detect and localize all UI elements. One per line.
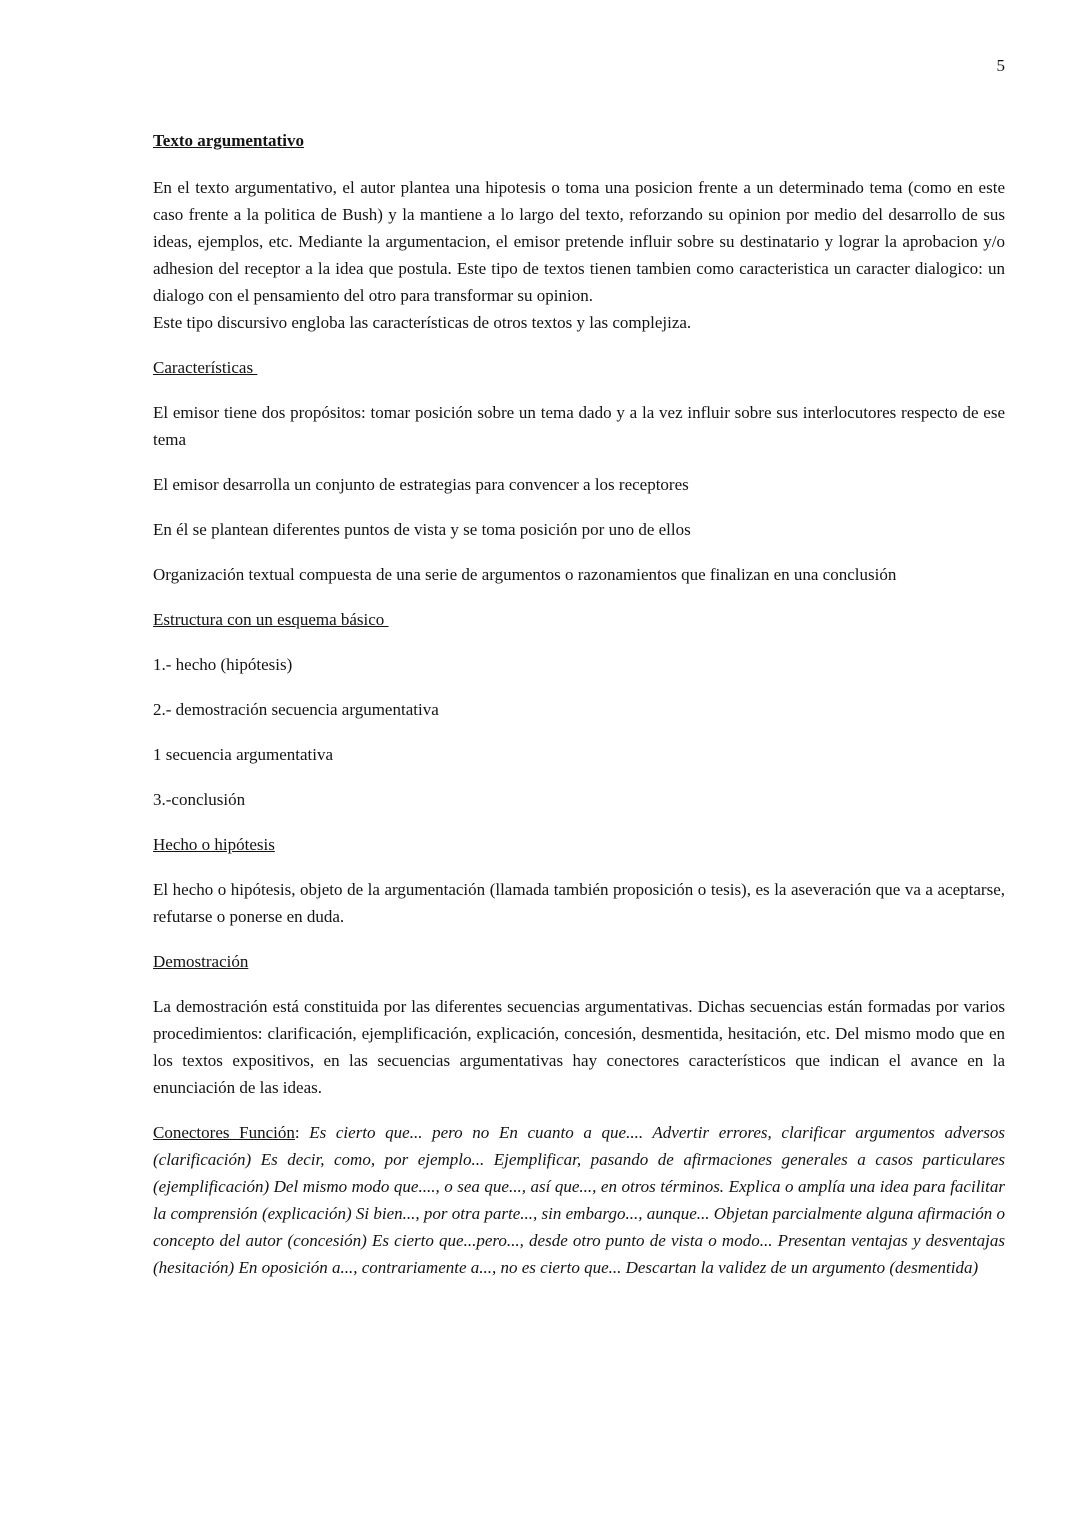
intro-paragraph	[153, 174, 1005, 336]
estructura-item-2: 2.- demostración secuencia argumentativa	[153, 700, 439, 719]
page-number: 5	[996, 56, 1005, 75]
heading-hecho-hipotesis	[153, 831, 1005, 858]
caracteristicas-item-1: El emisor tiene dos propósitos: tomar posición sobre un tema dado y a la vez influir sobre sus interlocutores respecto de ese tema	[153, 403, 1005, 449]
heading-demostracion	[153, 948, 1005, 975]
intro-paragraph-line2: Este tipo discursivo engloba las características de otros textos y las complejiza.	[153, 313, 692, 332]
conectores-body: Es cierto que... pero no En cuanto a que.... Advertir errores, clarificar argumentos adversos (clarificación) Es decir, como, por ejemplo... Ejemplificar, pasando de afirmaciones generales a casos particulares (ejemplificación) Del mismo modo que...., o sea que..., así que..., en otros términos. Explica o amplía una idea para facilitar la comprensión (explicación) Si bien..., por otra parte..., sin embargo..., aunque... Objetan parcialmente alguna afirmación o concepto del autor (concesión) Es cierto que...pero..., desde otro punto de vista o modo... Presentan ventajas y desventajas (hesitación) En oposición a..., contrariamente a..., no es cierto que... Descartan la validez de un argumento (desmentida)	[153, 1123, 1005, 1277]
estructura-item-1: 1.- hecho (hipótesis)	[153, 655, 293, 674]
hecho-hipotesis-paragraph: El hecho o hipótesis, objeto de la argumentación (llamada también proposición o tesis), es la aseveración que va a aceptarse, refutarse o ponerse en duda.	[153, 880, 1005, 926]
document-title	[153, 127, 1005, 154]
conectores-paragraph	[153, 1119, 1005, 1281]
heading-demostracion-text: Demostración	[153, 952, 249, 971]
caracteristicas-item-2: El emisor desarrolla un conjunto de estrategias para convencer a los receptores	[153, 475, 689, 494]
estructura-item-3: 1 secuencia argumentativa	[153, 745, 333, 764]
intro-paragraph-text: En el texto argumentativo, el autor plantea una hipotesis o toma una posicion frente a un determinado tema (como en este caso frente a la politica de Bush) y la mantiene a lo largo del texto, reforzando su opinion por medio del desarrollo de sus ideas, ejemplos, etc. Mediante la argumentacion, el emisor pretende influir sobre su destinatario y lograr la aprobacion y/o adhesion del receptor a la idea que postula. Este tipo de textos tienen tambien como caracteristica un caracter dialogico: un dialogo con el pensamiento del otro para transformar su opinion.	[153, 178, 1005, 305]
heading-hecho-hipotesis-text: Hecho o hipótesis	[153, 835, 275, 854]
caracteristicas-item-4: Organización textual compuesta de una serie de argumentos o razonamientos que finalizan en una conclusión	[153, 565, 897, 584]
conectores-colon: :	[294, 1123, 310, 1142]
heading-estructura	[153, 606, 1005, 633]
demostracion-paragraph: La demostración está constituida por las diferentes secuencias argumentativas. Dichas secuencias están formadas por varios procedimientos: clarificación, ejemplificación, explicación, concesión, desmentida, hesitación, etc. Del mismo modo que en los textos expositivos, en las secuencias argumentativas hay conectores característicos que indican el avance en la enunciación de las ideas.	[153, 997, 1005, 1097]
estructura-item-4: 3.-conclusión	[153, 790, 246, 809]
heading-caracteristicas	[153, 354, 1005, 381]
document-title-text: Texto argumentativo	[153, 131, 304, 150]
conectores-lead: Conectores Función	[153, 1123, 295, 1142]
heading-estructura-text: Estructura con un esquema básico	[153, 610, 389, 629]
heading-caracteristicas-text: Características	[153, 358, 258, 377]
caracteristicas-item-3: En él se plantean diferentes puntos de vista y se toma posición por uno de ellos	[153, 520, 691, 539]
